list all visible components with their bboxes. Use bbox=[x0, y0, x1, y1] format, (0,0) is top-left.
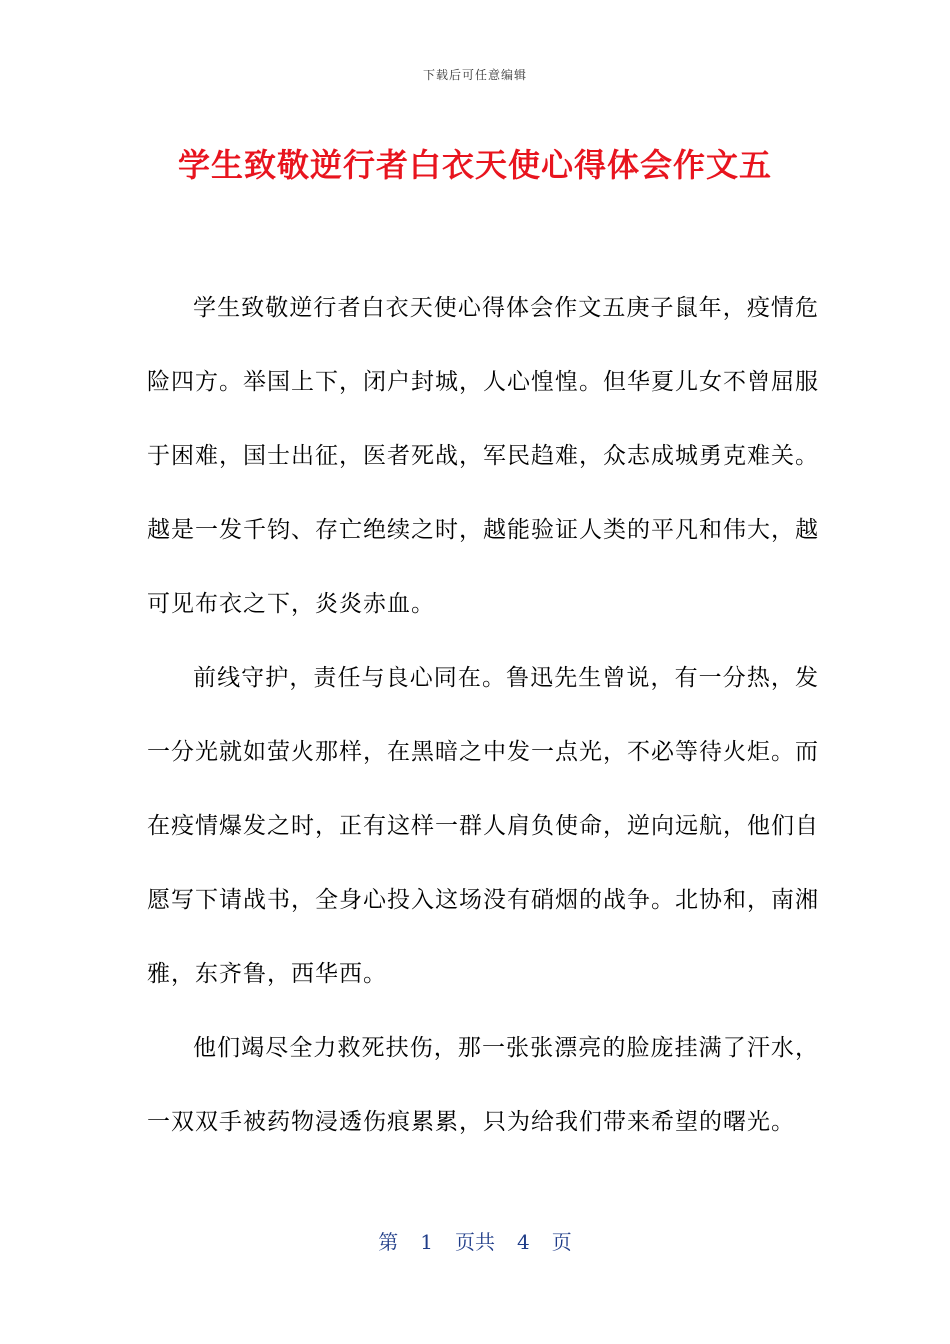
document-body bbox=[147, 271, 819, 1159]
footer-middle: 页共 bbox=[455, 1230, 495, 1254]
paragraph-2: 前线守护，责任与良心同在。鲁迅先生曾说，有一分热，发一分光就如萤火那样，在黑暗之中发一点光，不必等待火炬。而在疫情爆发之时，正有这样一群人肩负使命，逆向远航，他们自愿写下请战书，全身心投入这场没有硝烟的战争。北协和，南湘雅，东齐鲁，西华西。 bbox=[147, 665, 819, 987]
footer-current-page: 1 bbox=[420, 1230, 433, 1254]
page-footer bbox=[0, 1226, 950, 1255]
footer-total-pages: 4 bbox=[517, 1230, 530, 1254]
paragraph-3: 他们竭尽全力救死扶伤，那一张张漂亮的脸庞挂满了汗水，一双双手被药物浸透伤痕累累，只为给我们带来希望的曙光。 bbox=[147, 1035, 819, 1135]
footer-suffix: 页 bbox=[551, 1230, 572, 1254]
footer-prefix: 第 bbox=[378, 1230, 399, 1254]
document-title: 学生致敬逆行者白衣天使心得体会作文五 bbox=[177, 146, 772, 184]
paragraph-1: 学生致敬逆行者白衣天使心得体会作文五庚子鼠年，疫情危险四方。举国上下，闭户封城，人心惶惶。但华夏儿女不曾屈服于困难，国士出征，医者死战，军民趋难，众志成城勇克难关。越是一发千钧、存亡绝续之时，越能验证人类的平凡和伟大，越可见布衣之下，炎炎赤血。 bbox=[147, 295, 819, 617]
header-note: 下载后可任意编辑 bbox=[422, 68, 527, 82]
